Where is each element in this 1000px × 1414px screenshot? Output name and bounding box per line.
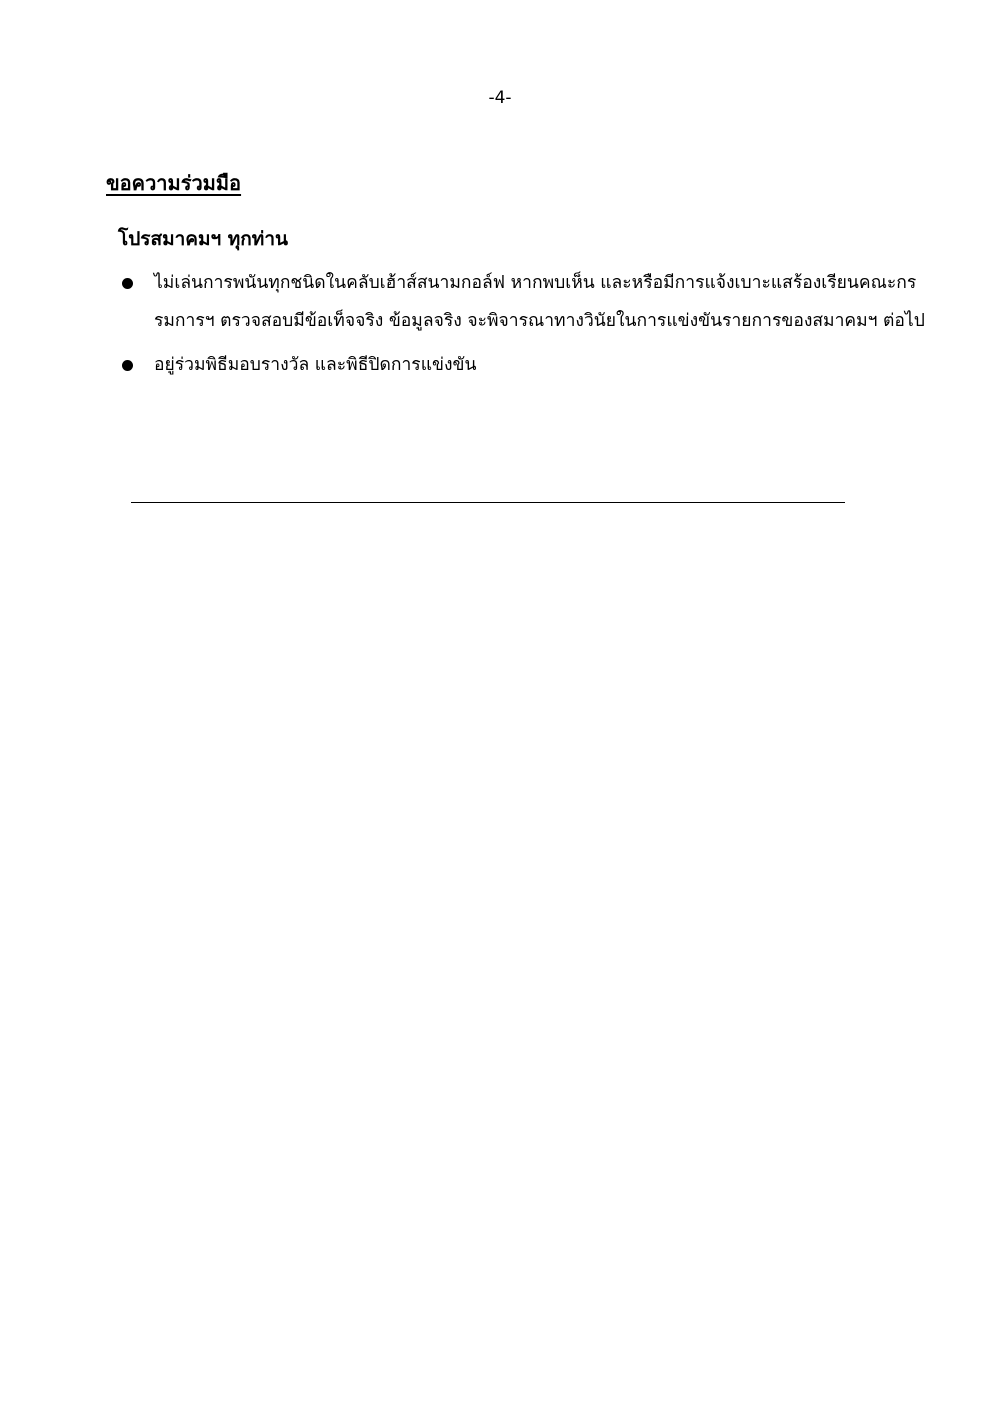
bullet-icon	[122, 278, 133, 289]
list-item	[118, 346, 928, 384]
page-number: -4-	[488, 88, 512, 108]
horizontal-divider	[131, 502, 845, 503]
list-item-text: ไม่เล่นการพนันทุกชนิดในคลับเฮ้าส์สนามกอล์ฟ หากพบเห็น และหรือมีการแจ้งเบาะแสร้องเรียนคณะกรรมการฯ ตรวจสอบมีข้อเท็จจริง ข้อมูลจริง จะพิจารณาทางวินัยในการแข่งขันรายการของสมาคมฯ ต่อไป	[154, 273, 925, 331]
bullet-icon	[122, 360, 133, 371]
list-item	[118, 264, 928, 340]
section-subheading: โปรสมาคมฯ ทุกท่าน	[118, 228, 288, 250]
section-heading: ขอความร่วมมือ	[106, 171, 242, 195]
request-list	[118, 264, 928, 384]
list-item-text: อยู่ร่วมพิธีมอบรางวัล และพิธีปิดการแข่งขัน	[154, 355, 477, 375]
